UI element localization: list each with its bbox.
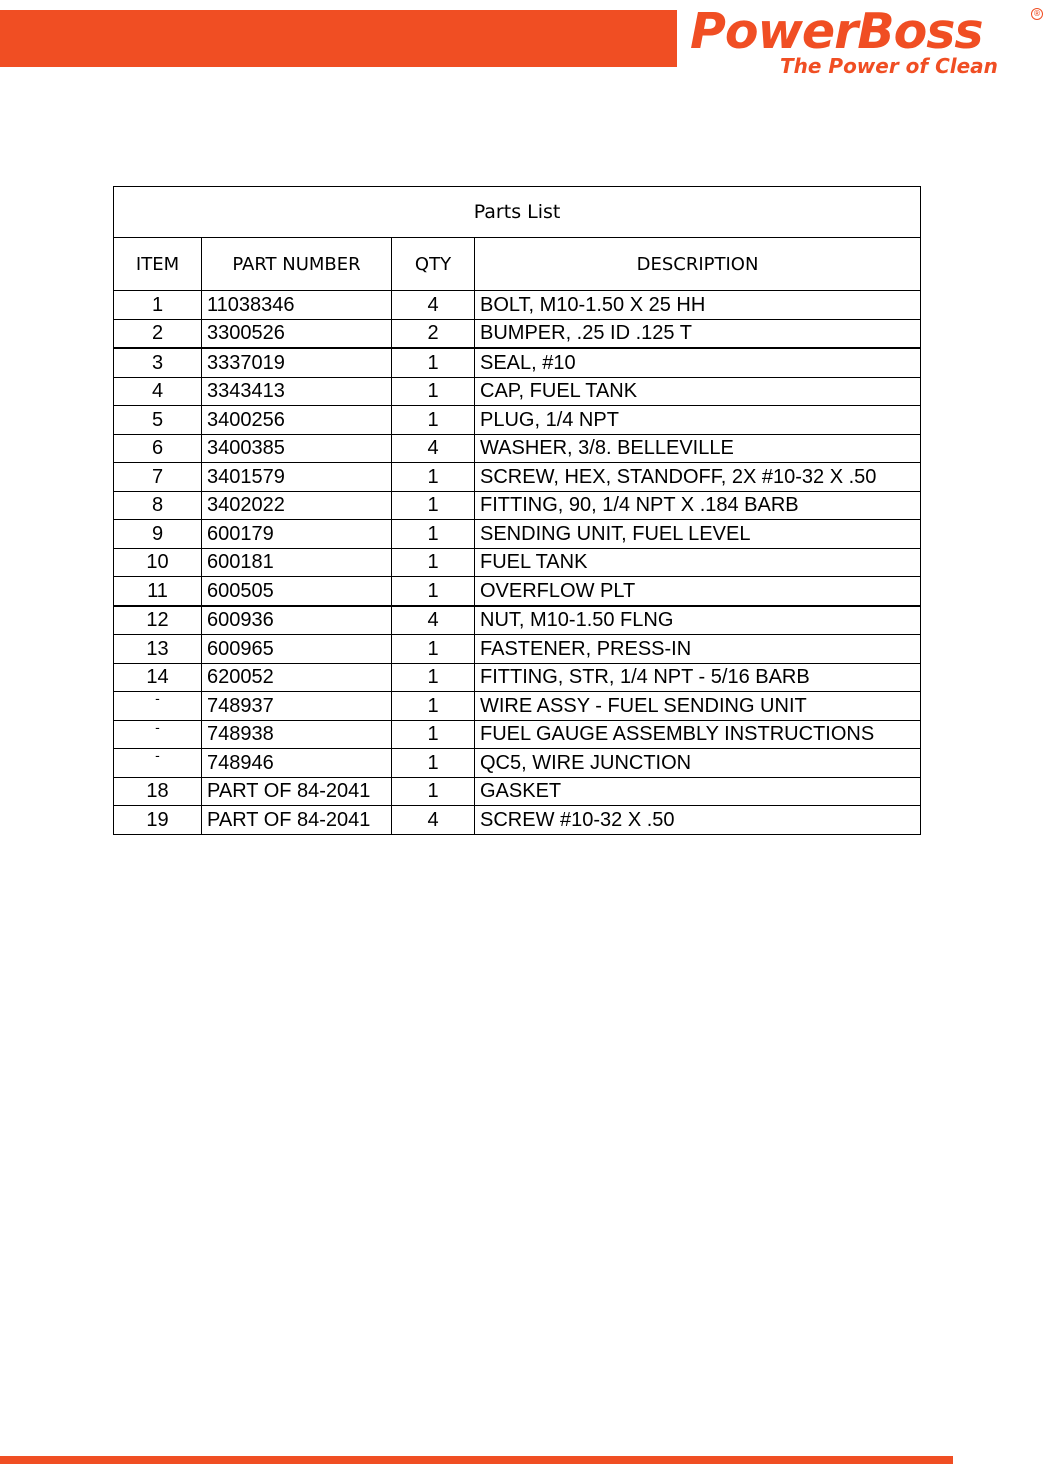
cell-item: 1 [114,291,202,320]
header-qty: QTY [392,238,475,291]
cell-description: FUEL TANK [475,548,921,577]
cell-qty: 1 [392,520,475,549]
cell-qty: 1 [392,577,475,606]
powerboss-logo [690,3,1050,78]
footer-orange-bar [0,1456,953,1464]
table-row [114,663,921,692]
cell-part-number: 3300526 [202,319,392,348]
cell-item: 5 [114,406,202,435]
parts-list-table [113,186,921,835]
table-row [114,406,921,435]
cell-part-number: 600505 [202,577,392,606]
cell-qty: 1 [392,377,475,406]
registered-mark: ® [1033,9,1041,18]
cell-part-number: 620052 [202,663,392,692]
cell-description: PLUG, 1/4 NPT [475,406,921,435]
cell-description: WASHER, 3/8. BELLEVILLE [475,434,921,463]
cell-part-number: PART OF 84-2041 [202,777,392,806]
cell-item: 13 [114,635,202,664]
logo-tagline: The Power of Clean [780,54,998,78]
cell-description: SEAL, #10 [475,348,921,377]
cell-item: - [114,692,202,721]
cell-qty: 4 [392,606,475,635]
cell-part-number: 3401579 [202,463,392,492]
cell-item: 14 [114,663,202,692]
cell-description: FASTENER, PRESS-IN [475,635,921,664]
cell-part-number: 600965 [202,635,392,664]
cell-qty: 4 [392,806,475,835]
cell-description: FUEL GAUGE ASSEMBLY INSTRUCTIONS [475,720,921,749]
cell-qty: 1 [392,548,475,577]
cell-qty: 1 [392,777,475,806]
header-description: DESCRIPTION [475,238,921,291]
table-row [114,606,921,635]
table-row [114,463,921,492]
cell-part-number: 600181 [202,548,392,577]
cell-description: SCREW, HEX, STANDOFF, 2X #10-32 X .50 [475,463,921,492]
cell-part-number: 600936 [202,606,392,635]
table-row [114,520,921,549]
cell-item: 2 [114,319,202,348]
cell-item: - [114,749,202,778]
cell-qty: 1 [392,406,475,435]
table-row [114,319,921,348]
cell-part-number: 11038346 [202,291,392,320]
cell-description: QC5, WIRE JUNCTION [475,749,921,778]
cell-item: 10 [114,548,202,577]
cell-qty: 2 [392,319,475,348]
cell-description: OVERFLOW PLT [475,577,921,606]
cell-part-number: 3402022 [202,491,392,520]
table-row [114,377,921,406]
header-orange-bar [0,10,677,67]
cell-part-number: 3337019 [202,348,392,377]
cell-part-number: 3343413 [202,377,392,406]
table-row [114,577,921,606]
cell-qty: 4 [392,291,475,320]
header-part-number: PART NUMBER [202,238,392,291]
cell-qty: 1 [392,635,475,664]
table-row [114,806,921,835]
table-row [114,291,921,320]
table-row [114,777,921,806]
cell-item: 8 [114,491,202,520]
logo-wordmark: PowerBoss [690,3,983,60]
cell-qty: 1 [392,463,475,492]
cell-qty: 1 [392,692,475,721]
cell-part-number: 600179 [202,520,392,549]
table-row [114,548,921,577]
cell-qty: 1 [392,663,475,692]
cell-part-number: 748946 [202,749,392,778]
cell-description: BUMPER, .25 ID .125 T [475,319,921,348]
cell-item: 9 [114,520,202,549]
cell-description: SENDING UNIT, FUEL LEVEL [475,520,921,549]
cell-item: 6 [114,434,202,463]
cell-description: CAP, FUEL TANK [475,377,921,406]
cell-qty: 1 [392,720,475,749]
table-header-row [114,238,921,291]
table-row [114,749,921,778]
cell-description: FITTING, STR, 1/4 NPT - 5/16 BARB [475,663,921,692]
cell-part-number: 3400385 [202,434,392,463]
table-row [114,635,921,664]
cell-item: 18 [114,777,202,806]
cell-description: FITTING, 90, 1/4 NPT X .184 BARB [475,491,921,520]
table-row [114,720,921,749]
cell-qty: 4 [392,434,475,463]
cell-description: GASKET [475,777,921,806]
cell-item: 4 [114,377,202,406]
cell-item: 12 [114,606,202,635]
cell-part-number: 748938 [202,720,392,749]
table-row [114,434,921,463]
cell-item: - [114,720,202,749]
cell-description: SCREW #10-32 X .50 [475,806,921,835]
cell-part-number: 3400256 [202,406,392,435]
cell-item: 19 [114,806,202,835]
table-caption: Parts List [114,187,921,238]
cell-item: 7 [114,463,202,492]
cell-qty: 1 [392,749,475,778]
cell-description: NUT, M10-1.50 FLNG [475,606,921,635]
cell-qty: 1 [392,491,475,520]
cell-part-number: PART OF 84-2041 [202,806,392,835]
table-row [114,692,921,721]
cell-description: WIRE ASSY - FUEL SENDING UNIT [475,692,921,721]
cell-qty: 1 [392,348,475,377]
header-item: ITEM [114,238,202,291]
table-row [114,348,921,377]
cell-part-number: 748937 [202,692,392,721]
cell-description: BOLT, M10-1.50 X 25 HH [475,291,921,320]
cell-item: 3 [114,348,202,377]
cell-item: 11 [114,577,202,606]
table-row [114,491,921,520]
parts-table-body [114,291,921,835]
